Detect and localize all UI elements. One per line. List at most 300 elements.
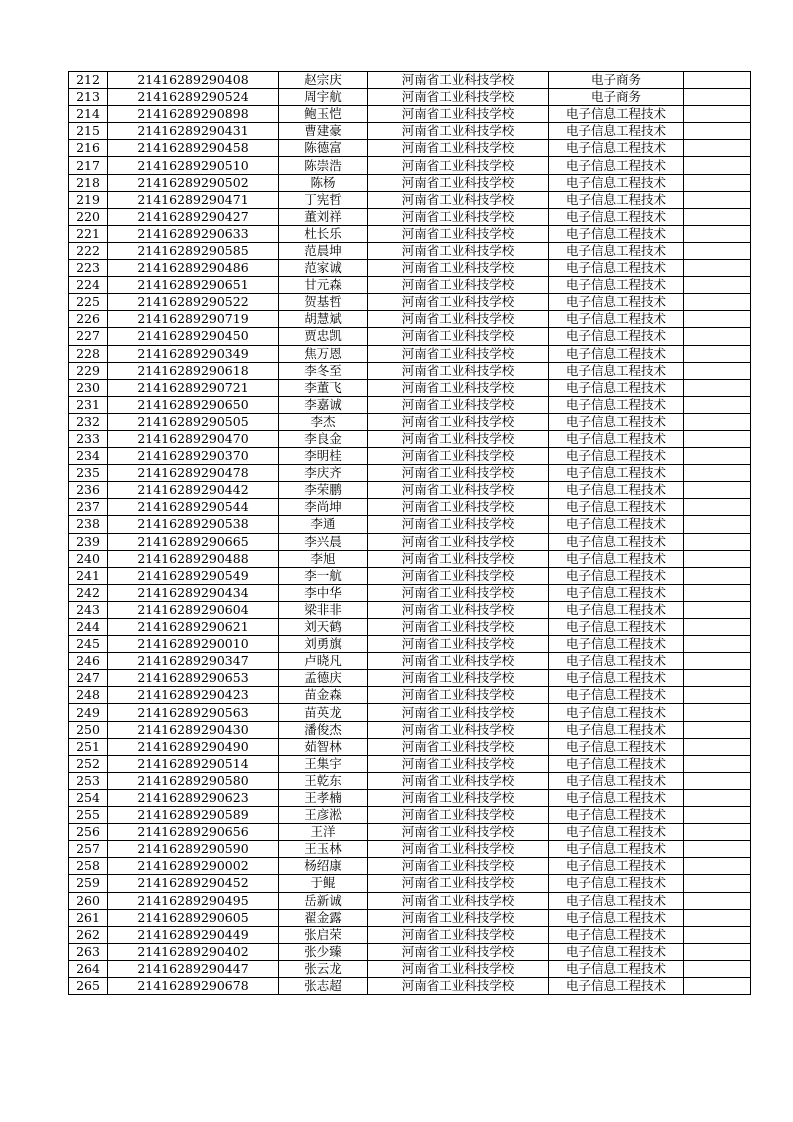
school-name-cell: 河南省工业科技学校 (368, 533, 549, 550)
major-cell: 电子信息工程技术 (549, 225, 684, 242)
row-index-cell: 219 (69, 191, 108, 208)
row-index-cell: 220 (69, 208, 108, 225)
school-name-cell: 河南省工业科技学校 (368, 379, 549, 396)
student-name-cell: 李旭 (279, 550, 368, 567)
major-cell: 电子信息工程技术 (549, 208, 684, 225)
school-name-cell: 河南省工业科技学校 (368, 465, 549, 482)
table-row (69, 174, 751, 191)
major-cell: 电子信息工程技术 (549, 960, 684, 977)
table-row (69, 482, 751, 499)
major-cell: 电子信息工程技术 (549, 772, 684, 789)
blank-cell (684, 841, 751, 858)
table-row (69, 260, 751, 277)
exam-id-cell: 21416289290580 (108, 772, 279, 789)
blank-cell (684, 687, 751, 704)
blank-cell (684, 533, 751, 550)
student-name-cell: 贺基哲 (279, 294, 368, 311)
school-name-cell: 河南省工业科技学校 (368, 311, 549, 328)
school-name-cell: 河南省工业科技学校 (368, 89, 549, 106)
major-cell: 电子信息工程技术 (549, 789, 684, 806)
blank-cell (684, 396, 751, 413)
major-cell: 电子信息工程技术 (549, 242, 684, 259)
exam-id-cell: 21416289290458 (108, 140, 279, 157)
student-name-cell: 李董飞 (279, 379, 368, 396)
table-row (69, 89, 751, 106)
table-row (69, 550, 751, 567)
major-cell: 电子信息工程技术 (549, 721, 684, 738)
school-name-cell: 河南省工业科技学校 (368, 789, 549, 806)
major-cell: 电子信息工程技术 (549, 174, 684, 191)
exam-id-cell: 21416289290524 (108, 89, 279, 106)
row-index-cell: 254 (69, 789, 108, 806)
major-cell: 电子信息工程技术 (549, 653, 684, 670)
row-index-cell: 226 (69, 311, 108, 328)
exam-id-cell: 21416289290505 (108, 413, 279, 430)
major-cell: 电子信息工程技术 (549, 311, 684, 328)
student-name-cell: 岳新诚 (279, 892, 368, 909)
table-row (69, 909, 751, 926)
major-cell: 电子信息工程技术 (549, 516, 684, 533)
exam-id-cell: 21416289290408 (108, 72, 279, 89)
school-name-cell: 河南省工业科技学校 (368, 824, 549, 841)
school-name-cell: 河南省工业科技学校 (368, 943, 549, 960)
student-name-cell: 李明桂 (279, 448, 368, 465)
blank-cell (684, 294, 751, 311)
student-name-cell: 王洋 (279, 824, 368, 841)
blank-cell (684, 260, 751, 277)
school-name-cell: 河南省工业科技学校 (368, 140, 549, 157)
blank-cell (684, 755, 751, 772)
row-index-cell: 233 (69, 430, 108, 447)
blank-cell (684, 704, 751, 721)
row-index-cell: 265 (69, 977, 108, 994)
table-row (69, 670, 751, 687)
row-index-cell: 255 (69, 807, 108, 824)
student-name-cell: 卢晓凡 (279, 653, 368, 670)
table-row (69, 533, 751, 550)
row-index-cell: 246 (69, 653, 108, 670)
row-index-cell: 218 (69, 174, 108, 191)
table-row (69, 328, 751, 345)
school-name-cell: 河南省工业科技学校 (368, 157, 549, 174)
exam-id-cell: 21416289290656 (108, 824, 279, 841)
major-cell: 电子信息工程技术 (549, 977, 684, 994)
blank-cell (684, 140, 751, 157)
exam-id-cell: 21416289290488 (108, 550, 279, 567)
student-name-cell: 鲍玉恺 (279, 106, 368, 123)
blank-cell (684, 225, 751, 242)
table-row (69, 430, 751, 447)
student-name-cell: 翟金露 (279, 909, 368, 926)
student-name-cell: 王孝楠 (279, 789, 368, 806)
exam-id-cell: 21416289290604 (108, 601, 279, 618)
table-row (69, 824, 751, 841)
table-row (69, 943, 751, 960)
school-name-cell: 河南省工业科技学校 (368, 584, 549, 601)
student-name-cell: 董刘祥 (279, 208, 368, 225)
exam-id-cell: 21416289290349 (108, 345, 279, 362)
row-index-cell: 215 (69, 123, 108, 140)
exam-id-cell: 21416289290010 (108, 636, 279, 653)
blank-cell (684, 345, 751, 362)
student-name-cell: 张少臻 (279, 943, 368, 960)
row-index-cell: 224 (69, 277, 108, 294)
row-index-cell: 234 (69, 448, 108, 465)
school-name-cell: 河南省工业科技学校 (368, 550, 549, 567)
table-row (69, 926, 751, 943)
exam-id-cell: 21416289290651 (108, 277, 279, 294)
exam-id-cell: 21416289290585 (108, 242, 279, 259)
blank-cell (684, 858, 751, 875)
blank-cell (684, 174, 751, 191)
major-cell: 电子信息工程技术 (549, 328, 684, 345)
student-name-cell: 王彦淞 (279, 807, 368, 824)
student-table-body (69, 72, 751, 995)
row-index-cell: 239 (69, 533, 108, 550)
school-name-cell: 河南省工业科技学校 (368, 191, 549, 208)
student-name-cell: 李嘉诚 (279, 396, 368, 413)
row-index-cell: 223 (69, 260, 108, 277)
major-cell: 电子信息工程技术 (549, 601, 684, 618)
school-name-cell: 河南省工业科技学校 (368, 841, 549, 858)
table-row (69, 772, 751, 789)
blank-cell (684, 157, 751, 174)
table-row (69, 379, 751, 396)
blank-cell (684, 909, 751, 926)
row-index-cell: 251 (69, 738, 108, 755)
exam-id-cell: 21416289290478 (108, 465, 279, 482)
blank-cell (684, 191, 751, 208)
student-name-cell: 杨绍康 (279, 858, 368, 875)
row-index-cell: 237 (69, 499, 108, 516)
school-name-cell: 河南省工业科技学校 (368, 567, 549, 584)
student-name-cell: 胡慧斌 (279, 311, 368, 328)
exam-id-cell: 21416289290427 (108, 208, 279, 225)
school-name-cell: 河南省工业科技学校 (368, 242, 549, 259)
exam-id-cell: 21416289290347 (108, 653, 279, 670)
exam-id-cell: 21416289290452 (108, 875, 279, 892)
blank-cell (684, 653, 751, 670)
exam-id-cell: 21416289290590 (108, 841, 279, 858)
row-index-cell: 245 (69, 636, 108, 653)
row-index-cell: 241 (69, 567, 108, 584)
school-name-cell: 河南省工业科技学校 (368, 755, 549, 772)
blank-cell (684, 619, 751, 636)
student-name-cell: 李庆齐 (279, 465, 368, 482)
blank-cell (684, 277, 751, 294)
school-name-cell: 河南省工业科技学校 (368, 807, 549, 824)
row-index-cell: 232 (69, 413, 108, 430)
school-name-cell: 河南省工业科技学校 (368, 704, 549, 721)
blank-cell (684, 550, 751, 567)
row-index-cell: 259 (69, 875, 108, 892)
student-name-cell: 梁非非 (279, 601, 368, 618)
table-row (69, 687, 751, 704)
school-name-cell: 河南省工业科技学校 (368, 396, 549, 413)
student-name-cell: 苗英龙 (279, 704, 368, 721)
table-row (69, 294, 751, 311)
row-index-cell: 221 (69, 225, 108, 242)
blank-cell (684, 516, 751, 533)
major-cell: 电子信息工程技术 (549, 584, 684, 601)
student-name-cell: 丁宪哲 (279, 191, 368, 208)
major-cell: 电子信息工程技术 (549, 687, 684, 704)
exam-id-cell: 21416289290650 (108, 396, 279, 413)
row-index-cell: 240 (69, 550, 108, 567)
table-row (69, 738, 751, 755)
blank-cell (684, 824, 751, 841)
exam-id-cell: 21416289290402 (108, 943, 279, 960)
major-cell: 电子信息工程技术 (549, 841, 684, 858)
exam-id-cell: 21416289290721 (108, 379, 279, 396)
school-name-cell: 河南省工业科技学校 (368, 977, 549, 994)
student-name-cell: 王乾东 (279, 772, 368, 789)
table-row (69, 619, 751, 636)
school-name-cell: 河南省工业科技学校 (368, 174, 549, 191)
blank-cell (684, 721, 751, 738)
student-name-cell: 李尚坤 (279, 499, 368, 516)
row-index-cell: 249 (69, 704, 108, 721)
row-index-cell: 231 (69, 396, 108, 413)
student-name-cell: 苗金森 (279, 687, 368, 704)
exam-id-cell: 21416289290434 (108, 584, 279, 601)
school-name-cell: 河南省工业科技学校 (368, 892, 549, 909)
row-index-cell: 261 (69, 909, 108, 926)
school-name-cell: 河南省工业科技学校 (368, 619, 549, 636)
row-index-cell: 257 (69, 841, 108, 858)
table-row (69, 977, 751, 994)
table-row (69, 875, 751, 892)
row-index-cell: 212 (69, 72, 108, 89)
school-name-cell: 河南省工业科技学校 (368, 926, 549, 943)
major-cell: 电子信息工程技术 (549, 362, 684, 379)
school-name-cell: 河南省工业科技学校 (368, 670, 549, 687)
row-index-cell: 256 (69, 824, 108, 841)
table-row (69, 601, 751, 618)
row-index-cell: 250 (69, 721, 108, 738)
school-name-cell: 河南省工业科技学校 (368, 721, 549, 738)
table-row (69, 413, 751, 430)
major-cell: 电子信息工程技术 (549, 909, 684, 926)
exam-id-cell: 21416289290549 (108, 567, 279, 584)
major-cell: 电子信息工程技术 (549, 892, 684, 909)
exam-id-cell: 21416289290471 (108, 191, 279, 208)
row-index-cell: 227 (69, 328, 108, 345)
table-row (69, 157, 751, 174)
blank-cell (684, 379, 751, 396)
row-index-cell: 244 (69, 619, 108, 636)
row-index-cell: 252 (69, 755, 108, 772)
student-name-cell: 赵宗庆 (279, 72, 368, 89)
student-name-cell: 李冬至 (279, 362, 368, 379)
major-cell: 电子信息工程技术 (549, 875, 684, 892)
table-row (69, 653, 751, 670)
table-row (69, 106, 751, 123)
major-cell: 电子信息工程技术 (549, 191, 684, 208)
row-index-cell: 229 (69, 362, 108, 379)
row-index-cell: 230 (69, 379, 108, 396)
student-name-cell: 李良金 (279, 430, 368, 447)
student-name-cell: 杜长乐 (279, 225, 368, 242)
major-cell: 电子信息工程技术 (549, 157, 684, 174)
table-row (69, 807, 751, 824)
blank-cell (684, 311, 751, 328)
student-name-cell: 李通 (279, 516, 368, 533)
blank-cell (684, 72, 751, 89)
exam-id-cell: 21416289290450 (108, 328, 279, 345)
row-index-cell: 260 (69, 892, 108, 909)
school-name-cell: 河南省工业科技学校 (368, 772, 549, 789)
table-row (69, 225, 751, 242)
table-row (69, 636, 751, 653)
student-name-cell: 贾忠凯 (279, 328, 368, 345)
student-name-cell: 王玉林 (279, 841, 368, 858)
school-name-cell: 河南省工业科技学校 (368, 328, 549, 345)
exam-id-cell: 21416289290431 (108, 123, 279, 140)
exam-id-cell: 21416289290605 (108, 909, 279, 926)
blank-cell (684, 430, 751, 447)
student-name-cell: 李荣鹏 (279, 482, 368, 499)
student-name-cell: 王集宇 (279, 755, 368, 772)
table-row (69, 516, 751, 533)
row-index-cell: 243 (69, 601, 108, 618)
major-cell: 电子信息工程技术 (549, 482, 684, 499)
student-name-cell: 周宇航 (279, 89, 368, 106)
student-name-cell: 茹智林 (279, 738, 368, 755)
table-row (69, 345, 751, 362)
row-index-cell: 217 (69, 157, 108, 174)
table-row (69, 191, 751, 208)
exam-id-cell: 21416289290490 (108, 738, 279, 755)
major-cell: 电子信息工程技术 (549, 824, 684, 841)
student-name-cell: 陈杨 (279, 174, 368, 191)
student-name-cell: 李杰 (279, 413, 368, 430)
major-cell: 电子信息工程技术 (549, 345, 684, 362)
major-cell: 电子信息工程技术 (549, 738, 684, 755)
table-row (69, 499, 751, 516)
table-row (69, 721, 751, 738)
major-cell: 电子信息工程技术 (549, 277, 684, 294)
student-name-cell: 陈崇浩 (279, 157, 368, 174)
row-index-cell: 263 (69, 943, 108, 960)
student-name-cell: 潘俊杰 (279, 721, 368, 738)
table-row (69, 567, 751, 584)
school-name-cell: 河南省工业科技学校 (368, 225, 549, 242)
major-cell: 电子信息工程技术 (549, 379, 684, 396)
blank-cell (684, 328, 751, 345)
row-index-cell: 214 (69, 106, 108, 123)
exam-id-cell: 21416289290486 (108, 260, 279, 277)
blank-cell (684, 242, 751, 259)
exam-id-cell: 21416289290544 (108, 499, 279, 516)
school-name-cell: 河南省工业科技学校 (368, 123, 549, 140)
school-name-cell: 河南省工业科技学校 (368, 738, 549, 755)
row-index-cell: 228 (69, 345, 108, 362)
student-name-cell: 范晨坤 (279, 242, 368, 259)
exam-id-cell: 21416289290447 (108, 960, 279, 977)
school-name-cell: 河南省工业科技学校 (368, 448, 549, 465)
major-cell: 电子信息工程技术 (549, 567, 684, 584)
exam-id-cell: 21416289290898 (108, 106, 279, 123)
exam-id-cell: 21416289290653 (108, 670, 279, 687)
table-row (69, 242, 751, 259)
student-name-cell: 甘元森 (279, 277, 368, 294)
blank-cell (684, 567, 751, 584)
major-cell: 电子信息工程技术 (549, 704, 684, 721)
table-row (69, 448, 751, 465)
major-cell: 电子信息工程技术 (549, 465, 684, 482)
exam-id-cell: 21416289290633 (108, 225, 279, 242)
major-cell: 电子信息工程技术 (549, 294, 684, 311)
exam-id-cell: 21416289290449 (108, 926, 279, 943)
school-name-cell: 河南省工业科技学校 (368, 653, 549, 670)
school-name-cell: 河南省工业科技学校 (368, 858, 549, 875)
blank-cell (684, 892, 751, 909)
blank-cell (684, 943, 751, 960)
school-name-cell: 河南省工业科技学校 (368, 499, 549, 516)
row-index-cell: 225 (69, 294, 108, 311)
student-name-cell: 刘勇旗 (279, 636, 368, 653)
exam-id-cell: 21416289290678 (108, 977, 279, 994)
blank-cell (684, 960, 751, 977)
student-name-cell: 范家诚 (279, 260, 368, 277)
major-cell: 电子商务 (549, 89, 684, 106)
school-name-cell: 河南省工业科技学校 (368, 106, 549, 123)
major-cell: 电子信息工程技术 (549, 448, 684, 465)
blank-cell (684, 670, 751, 687)
school-name-cell: 河南省工业科技学校 (368, 909, 549, 926)
exam-id-cell: 21416289290423 (108, 687, 279, 704)
student-table (68, 71, 751, 995)
school-name-cell: 河南省工业科技学校 (368, 875, 549, 892)
exam-id-cell: 21416289290002 (108, 858, 279, 875)
blank-cell (684, 208, 751, 225)
exam-id-cell: 21416289290522 (108, 294, 279, 311)
blank-cell (684, 362, 751, 379)
major-cell: 电子信息工程技术 (549, 106, 684, 123)
table-row (69, 465, 751, 482)
school-name-cell: 河南省工业科技学校 (368, 516, 549, 533)
table-row (69, 789, 751, 806)
row-index-cell: 253 (69, 772, 108, 789)
exam-id-cell: 21416289290563 (108, 704, 279, 721)
blank-cell (684, 789, 751, 806)
exam-id-cell: 21416289290470 (108, 430, 279, 447)
table-row (69, 396, 751, 413)
row-index-cell: 238 (69, 516, 108, 533)
row-index-cell: 248 (69, 687, 108, 704)
school-name-cell: 河南省工业科技学校 (368, 601, 549, 618)
table-row (69, 277, 751, 294)
student-name-cell: 刘天鹤 (279, 619, 368, 636)
student-name-cell: 陈德富 (279, 140, 368, 157)
exam-id-cell: 21416289290621 (108, 619, 279, 636)
row-index-cell: 258 (69, 858, 108, 875)
major-cell: 电子信息工程技术 (549, 943, 684, 960)
student-name-cell: 孟德庆 (279, 670, 368, 687)
school-name-cell: 河南省工业科技学校 (368, 687, 549, 704)
table-row (69, 584, 751, 601)
blank-cell (684, 465, 751, 482)
student-name-cell: 焦万恩 (279, 345, 368, 362)
major-cell: 电子信息工程技术 (549, 670, 684, 687)
table-row (69, 208, 751, 225)
exam-id-cell: 21416289290589 (108, 807, 279, 824)
exam-id-cell: 21416289290430 (108, 721, 279, 738)
major-cell: 电子信息工程技术 (549, 807, 684, 824)
school-name-cell: 河南省工业科技学校 (368, 482, 549, 499)
major-cell: 电子信息工程技术 (549, 926, 684, 943)
